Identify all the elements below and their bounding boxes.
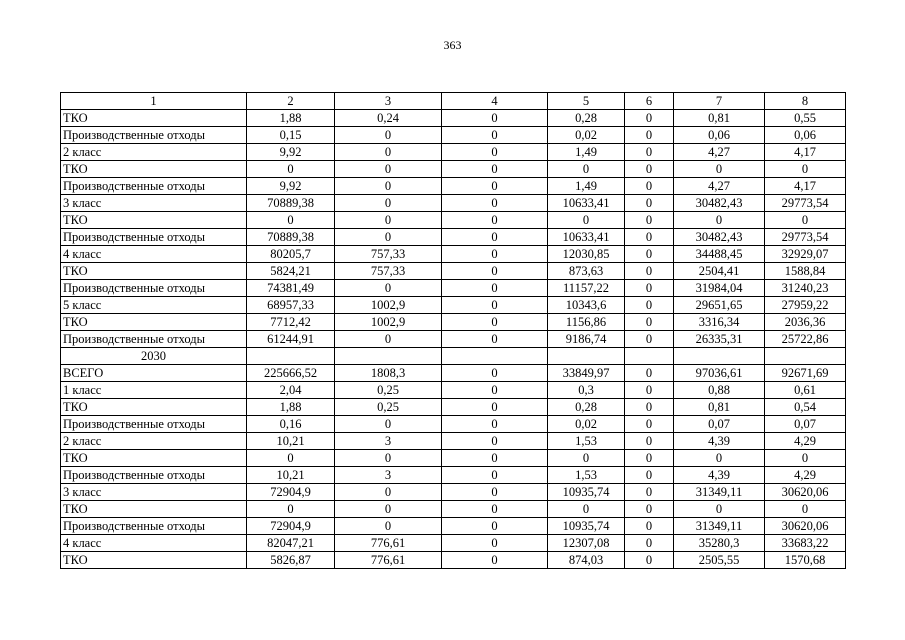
row-label-cell: 2 класс: [61, 144, 247, 161]
value-cell: 0: [625, 382, 674, 399]
value-cell: 0: [765, 212, 846, 229]
value-cell: 29651,65: [674, 297, 765, 314]
value-cell: 0: [335, 416, 442, 433]
table-row: [61, 263, 846, 280]
table-row: [61, 246, 846, 263]
table-header-row: [61, 93, 846, 110]
value-cell: 0: [674, 161, 765, 178]
value-cell: 0: [442, 161, 548, 178]
row-label-cell: ТКО: [61, 399, 247, 416]
value-cell: 4,17: [765, 178, 846, 195]
value-cell: 72904,9: [247, 484, 335, 501]
value-cell: 5824,21: [247, 263, 335, 280]
table-row: [61, 535, 846, 552]
value-cell: 1,53: [548, 467, 625, 484]
table-row: [61, 518, 846, 535]
table-row: [61, 178, 846, 195]
value-cell: 1588,84: [765, 263, 846, 280]
value-cell: 0: [625, 212, 674, 229]
value-cell: 0: [625, 263, 674, 280]
table-row: [61, 416, 846, 433]
value-cell: 0,06: [674, 127, 765, 144]
value-cell: 0,81: [674, 399, 765, 416]
value-cell: 0: [442, 535, 548, 552]
value-cell: 0: [442, 382, 548, 399]
value-cell: 0: [625, 416, 674, 433]
row-label-cell: ТКО: [61, 314, 247, 331]
value-cell: 74381,49: [247, 280, 335, 297]
value-cell: 0: [548, 450, 625, 467]
row-label-cell: Производственные отходы: [61, 331, 247, 348]
value-cell: 2505,55: [674, 552, 765, 569]
value-cell: 0: [335, 484, 442, 501]
value-cell: 68957,33: [247, 297, 335, 314]
value-cell: 4,27: [674, 144, 765, 161]
value-cell: 10935,74: [548, 518, 625, 535]
value-cell: 9186,74: [548, 331, 625, 348]
value-cell: 31349,11: [674, 484, 765, 501]
value-cell: 1,49: [548, 178, 625, 195]
value-cell: 0: [442, 127, 548, 144]
value-cell: 873,63: [548, 263, 625, 280]
value-cell: [765, 348, 846, 365]
value-cell: 0: [625, 535, 674, 552]
value-cell: 757,33: [335, 263, 442, 280]
value-cell: 10633,41: [548, 195, 625, 212]
value-cell: 10,21: [247, 467, 335, 484]
value-cell: 0: [765, 501, 846, 518]
value-cell: 0,28: [548, 110, 625, 127]
value-cell: 4,29: [765, 467, 846, 484]
value-cell: 0: [442, 484, 548, 501]
value-cell: 26335,31: [674, 331, 765, 348]
value-cell: 61244,91: [247, 331, 335, 348]
value-cell: 0: [625, 450, 674, 467]
value-cell: 0: [625, 399, 674, 416]
column-header: 3: [335, 93, 442, 110]
table-row: [61, 314, 846, 331]
value-cell: 0: [442, 246, 548, 263]
value-cell: 4,27: [674, 178, 765, 195]
table-row: [61, 144, 846, 161]
value-cell: 0: [765, 450, 846, 467]
value-cell: 0: [335, 280, 442, 297]
value-cell: 29773,54: [765, 229, 846, 246]
value-cell: 30620,06: [765, 484, 846, 501]
value-cell: 0: [442, 416, 548, 433]
row-label-cell: ТКО: [61, 552, 247, 569]
row-label-cell: Производственные отходы: [61, 178, 247, 195]
table-row: [61, 484, 846, 501]
value-cell: 4,29: [765, 433, 846, 450]
column-header: 7: [674, 93, 765, 110]
row-label-cell: Производственные отходы: [61, 518, 247, 535]
value-cell: 27959,22: [765, 297, 846, 314]
value-cell: 0: [442, 331, 548, 348]
value-cell: 0: [442, 552, 548, 569]
table-row: [61, 552, 846, 569]
row-label-cell: ТКО: [61, 263, 247, 280]
value-cell: 0: [674, 501, 765, 518]
value-cell: 757,33: [335, 246, 442, 263]
value-cell: 0: [625, 331, 674, 348]
value-cell: 0: [247, 212, 335, 229]
column-header: 2: [247, 93, 335, 110]
value-cell: 10935,74: [548, 484, 625, 501]
value-cell: 0: [625, 552, 674, 569]
value-cell: 30482,43: [674, 195, 765, 212]
value-cell: 4,39: [674, 433, 765, 450]
value-cell: 0: [247, 161, 335, 178]
value-cell: 12307,08: [548, 535, 625, 552]
value-cell: 0: [442, 450, 548, 467]
value-cell: 0: [548, 161, 625, 178]
value-cell: 31240,23: [765, 280, 846, 297]
value-cell: 12030,85: [548, 246, 625, 263]
value-cell: 0: [442, 110, 548, 127]
table-row: [61, 467, 846, 484]
row-label-cell: ТКО: [61, 212, 247, 229]
row-label-cell: Производственные отходы: [61, 229, 247, 246]
row-label-cell: ВСЕГО: [61, 365, 247, 382]
value-cell: [625, 348, 674, 365]
value-cell: 0: [625, 280, 674, 297]
value-cell: 0,54: [765, 399, 846, 416]
value-cell: 0: [625, 518, 674, 535]
value-cell: 80205,7: [247, 246, 335, 263]
row-label-cell: ТКО: [61, 501, 247, 518]
value-cell: 70889,38: [247, 229, 335, 246]
value-cell: 72904,9: [247, 518, 335, 535]
value-cell: [247, 348, 335, 365]
table-row: [61, 229, 846, 246]
column-header: 5: [548, 93, 625, 110]
value-cell: 0: [674, 212, 765, 229]
value-cell: 0: [335, 178, 442, 195]
value-cell: [335, 348, 442, 365]
table-row: [61, 331, 846, 348]
value-cell: [674, 348, 765, 365]
value-cell: 0: [625, 161, 674, 178]
table-row: [61, 433, 846, 450]
value-cell: 0,81: [674, 110, 765, 127]
value-cell: 1,88: [247, 110, 335, 127]
value-cell: 0: [335, 518, 442, 535]
value-cell: 0: [335, 212, 442, 229]
table-row: [61, 195, 846, 212]
value-cell: 1,88: [247, 399, 335, 416]
value-cell: 4,39: [674, 467, 765, 484]
value-cell: 2,04: [247, 382, 335, 399]
value-cell: 0: [335, 161, 442, 178]
value-cell: 0: [335, 195, 442, 212]
table-row: [61, 399, 846, 416]
value-cell: 0: [548, 212, 625, 229]
value-cell: 2036,36: [765, 314, 846, 331]
row-label-cell: 3 класс: [61, 484, 247, 501]
value-cell: 225666,52: [247, 365, 335, 382]
row-label-cell: 2030: [61, 348, 247, 365]
table-row: [61, 127, 846, 144]
value-cell: 0: [442, 144, 548, 161]
value-cell: 0,25: [335, 382, 442, 399]
table-row: [61, 110, 846, 127]
value-cell: 1,49: [548, 144, 625, 161]
value-cell: 0: [625, 467, 674, 484]
value-cell: 0: [442, 297, 548, 314]
value-cell: [548, 348, 625, 365]
table-row: [61, 212, 846, 229]
value-cell: 0: [625, 246, 674, 263]
value-cell: 32929,07: [765, 246, 846, 263]
value-cell: 29773,54: [765, 195, 846, 212]
value-cell: 0,88: [674, 382, 765, 399]
value-cell: 0: [625, 501, 674, 518]
value-cell: 97036,61: [674, 365, 765, 382]
row-label-cell: 2 класс: [61, 433, 247, 450]
row-label-cell: Производственные отходы: [61, 416, 247, 433]
data-table: [60, 92, 846, 569]
value-cell: 776,61: [335, 552, 442, 569]
column-header: 6: [625, 93, 674, 110]
value-cell: 0,3: [548, 382, 625, 399]
value-cell: 0,24: [335, 110, 442, 127]
value-cell: 31984,04: [674, 280, 765, 297]
value-cell: 776,61: [335, 535, 442, 552]
row-label-cell: Производственные отходы: [61, 127, 247, 144]
value-cell: 1808,3: [335, 365, 442, 382]
value-cell: 5826,87: [247, 552, 335, 569]
value-cell: 0,61: [765, 382, 846, 399]
row-label-cell: ТКО: [61, 450, 247, 467]
value-cell: 1002,9: [335, 297, 442, 314]
table-row: [61, 280, 846, 297]
value-cell: 35280,3: [674, 535, 765, 552]
value-cell: 0: [442, 501, 548, 518]
row-label-cell: 4 класс: [61, 246, 247, 263]
value-cell: 0,25: [335, 399, 442, 416]
value-cell: [442, 348, 548, 365]
table-row: [61, 365, 846, 382]
row-label-cell: ТКО: [61, 161, 247, 178]
value-cell: 0: [442, 314, 548, 331]
value-cell: 2504,41: [674, 263, 765, 280]
value-cell: 3316,34: [674, 314, 765, 331]
value-cell: 0: [442, 433, 548, 450]
value-cell: 0: [625, 314, 674, 331]
value-cell: 0: [442, 263, 548, 280]
value-cell: 1156,86: [548, 314, 625, 331]
value-cell: 0,07: [765, 416, 846, 433]
value-cell: 0: [625, 127, 674, 144]
column-header: 1: [61, 93, 247, 110]
value-cell: 0: [247, 450, 335, 467]
row-label-cell: 5 класс: [61, 297, 247, 314]
value-cell: 33849,97: [548, 365, 625, 382]
value-cell: 0: [335, 229, 442, 246]
value-cell: 0,28: [548, 399, 625, 416]
value-cell: 0: [765, 161, 846, 178]
value-cell: 10633,41: [548, 229, 625, 246]
value-cell: 1,53: [548, 433, 625, 450]
row-label-cell: Производственные отходы: [61, 280, 247, 297]
value-cell: 0: [625, 110, 674, 127]
value-cell: 7712,42: [247, 314, 335, 331]
value-cell: 11157,22: [548, 280, 625, 297]
table-row: [61, 297, 846, 314]
value-cell: 9,92: [247, 178, 335, 195]
value-cell: 0: [625, 297, 674, 314]
value-cell: 3: [335, 433, 442, 450]
value-cell: 82047,21: [247, 535, 335, 552]
column-header: 8: [765, 93, 846, 110]
table-row: [61, 348, 846, 365]
value-cell: 874,03: [548, 552, 625, 569]
value-cell: 1570,68: [765, 552, 846, 569]
value-cell: 0: [247, 501, 335, 518]
value-cell: 30620,06: [765, 518, 846, 535]
value-cell: 0: [442, 212, 548, 229]
value-cell: 0: [335, 127, 442, 144]
value-cell: 0: [625, 195, 674, 212]
value-cell: 0,02: [548, 127, 625, 144]
value-cell: 0: [625, 365, 674, 382]
value-cell: 0: [442, 229, 548, 246]
value-cell: 0,02: [548, 416, 625, 433]
table-row: [61, 501, 846, 518]
value-cell: 0: [335, 450, 442, 467]
row-label-cell: 1 класс: [61, 382, 247, 399]
value-cell: 0: [625, 144, 674, 161]
value-cell: 0,15: [247, 127, 335, 144]
table-row: [61, 382, 846, 399]
value-cell: 33683,22: [765, 535, 846, 552]
column-header: 4: [442, 93, 548, 110]
value-cell: 31349,11: [674, 518, 765, 535]
row-label-cell: ТКО: [61, 110, 247, 127]
value-cell: 34488,45: [674, 246, 765, 263]
value-cell: 10,21: [247, 433, 335, 450]
value-cell: 0,55: [765, 110, 846, 127]
value-cell: 0,06: [765, 127, 846, 144]
value-cell: 4,17: [765, 144, 846, 161]
value-cell: 0: [442, 195, 548, 212]
value-cell: 0: [335, 331, 442, 348]
value-cell: 0: [625, 433, 674, 450]
value-cell: 0: [442, 399, 548, 416]
value-cell: 0: [625, 484, 674, 501]
value-cell: 0: [335, 501, 442, 518]
value-cell: 0: [674, 450, 765, 467]
value-cell: 92671,69: [765, 365, 846, 382]
value-cell: 1002,9: [335, 314, 442, 331]
value-cell: 30482,43: [674, 229, 765, 246]
value-cell: 0: [335, 144, 442, 161]
table-row: [61, 450, 846, 467]
value-cell: 70889,38: [247, 195, 335, 212]
value-cell: 25722,86: [765, 331, 846, 348]
row-label-cell: 4 класс: [61, 535, 247, 552]
row-label-cell: Производственные отходы: [61, 467, 247, 484]
value-cell: 0: [442, 518, 548, 535]
value-cell: 0: [625, 178, 674, 195]
value-cell: 0: [625, 229, 674, 246]
value-cell: 0: [442, 280, 548, 297]
value-cell: 0: [548, 501, 625, 518]
value-cell: 10343,6: [548, 297, 625, 314]
value-cell: 0: [442, 178, 548, 195]
value-cell: 0,07: [674, 416, 765, 433]
page-number: 363: [443, 38, 462, 52]
value-cell: 9,92: [247, 144, 335, 161]
table-row: [61, 161, 846, 178]
value-cell: 0: [442, 365, 548, 382]
value-cell: 3: [335, 467, 442, 484]
value-cell: 0: [442, 467, 548, 484]
value-cell: 0,16: [247, 416, 335, 433]
row-label-cell: 3 класс: [61, 195, 247, 212]
